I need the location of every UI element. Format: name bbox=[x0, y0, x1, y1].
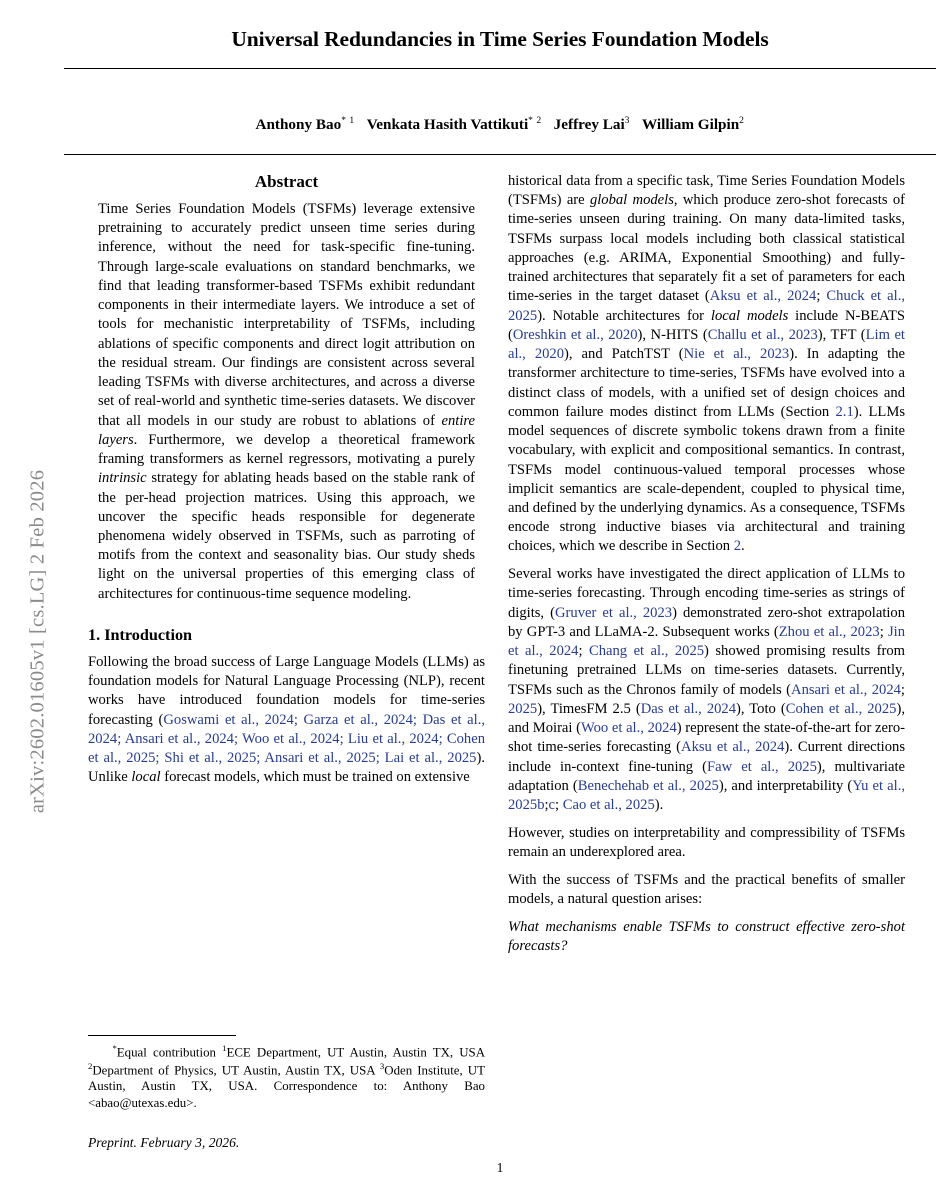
paper-page bbox=[58, 0, 942, 1200]
citation-woo-2024[interactable]: Woo et al., 2024 bbox=[581, 720, 677, 737]
rp1-d: ). Notable architectures for bbox=[537, 307, 711, 324]
right-column bbox=[508, 172, 905, 965]
citation-benechehab-2025[interactable]: Benechehab et al., 2025 bbox=[577, 777, 719, 794]
author-name: Jeffrey Lai bbox=[553, 116, 625, 134]
footnote-text-b: ECE Department, UT Austin, Austin TX, USA bbox=[226, 1045, 486, 1060]
citation-chang-2025[interactable]: Chang et al., 2025 bbox=[589, 643, 705, 660]
title-block bbox=[58, 0, 942, 69]
footnote-block bbox=[88, 1035, 485, 1151]
rp2-f: ; bbox=[900, 681, 905, 698]
section-heading-introduction: 1. Introduction bbox=[88, 625, 193, 644]
author-entry bbox=[554, 116, 630, 133]
author-name: Venkata Hasith Vattikuti bbox=[366, 116, 529, 134]
citation-aksu-2024[interactable]: Aksu et al., 2024 bbox=[709, 288, 817, 305]
research-question: What mechanisms enable TSFMs to construct effective zero-shot forecasts? bbox=[508, 918, 905, 954]
abstract-text-a: Time Series Foundation Models (TSFMs) leverage extensive pretraining to accurately predict unseen time series during inference, without the need for task-specific fine-tuning. Through large-scale evaluations on standard benchmarks, we find that leading transformer-based TSFMs exhibit redundant components in their intermediate layers. We introduce a set of tools for mechanistic interpretability of TSFMs, including ablations of specific components and direct logit attribution on the residual stream. Our findings are consistent across several leading TSFMs with diverse architectures, and across a diverse set of real-world and synthetic time-series datasets. We discover that all models in our study are robust to ablations of bbox=[98, 201, 475, 429]
citation-gruver-2023[interactable]: Gruver et al., 2023 bbox=[555, 604, 673, 621]
rp2-h: ), Toto ( bbox=[736, 700, 786, 717]
citation-cohen-2025[interactable]: Cohen et al., 2025 bbox=[785, 700, 897, 717]
section-ref-2-1[interactable]: 2.1 bbox=[835, 403, 854, 420]
two-column-body bbox=[58, 172, 942, 1182]
citation-ansari-2024[interactable]: Ansari et al., 2024 bbox=[791, 681, 901, 698]
rp1-emphasis-local-models: local models bbox=[710, 307, 789, 324]
author-divider bbox=[64, 154, 936, 155]
author-entry bbox=[642, 116, 745, 133]
footnote-text-d: Oden Institute, UT Austin, Austin TX, USA. Correspondence to: Anthony Bao <abao@utexas.edu>. bbox=[88, 1062, 485, 1110]
citation-aksu-2024-b[interactable]: Aksu et al., 2024 bbox=[681, 739, 785, 756]
rp1-f: ), N-HITS ( bbox=[637, 326, 708, 343]
rp2-c: ; bbox=[879, 623, 888, 640]
right-paragraph-3: However, studies on interpretability and compressibility of TSFMs remain an underexplored area. bbox=[508, 824, 905, 860]
citation-zhou-2023[interactable]: Zhou et al., 2023 bbox=[778, 623, 880, 640]
left-column bbox=[88, 172, 485, 796]
right-paragraph-2 bbox=[508, 565, 905, 815]
citation-group[interactable]: Goswami et al., 2024; Garza et al., 2024; Das et al., 2024; Ansari et al., 2024; Woo et al., 2024; Liu et al., 2024; Cohen et al., 2025; Shi et al., 2025; Ansari et al., 2025; Lai et al., 2025 bbox=[88, 711, 485, 767]
rp2-p: ). bbox=[654, 797, 664, 813]
author-marks: 2 bbox=[739, 115, 745, 127]
intro-text-c: forecast models, which must be trained on extensive bbox=[160, 769, 470, 786]
right-paragraph-1 bbox=[508, 172, 905, 557]
citation-oreshkin-2020[interactable]: Oreshkin et al., 2020 bbox=[512, 326, 638, 343]
abstract-emphasis-intrinsic: intrinsic bbox=[98, 470, 147, 487]
footnote-mark-star: * bbox=[112, 1043, 117, 1053]
author-list bbox=[58, 115, 942, 155]
rp1-a: historical data from a specific task, Time Series Foundation Models (TSFMs) are bbox=[508, 173, 905, 209]
footnote-divider bbox=[88, 1035, 236, 1036]
rp2-b: ) demonstrated zero-shot extrapolation by GPT-3 and LLaMA-2. Subsequent works ( bbox=[508, 604, 906, 640]
citation-cao-2025[interactable]: Cao et al., 2025 bbox=[562, 797, 655, 813]
rp2-o: ; bbox=[555, 797, 563, 813]
intro-emphasis-local: local bbox=[131, 769, 161, 786]
abstract-emphasis-entire-layers: entire layers bbox=[98, 412, 475, 448]
preprint-line: Preprint. February 3, 2026. bbox=[88, 1134, 240, 1150]
author-entry bbox=[367, 116, 542, 133]
author-name: Anthony Bao bbox=[255, 116, 342, 134]
arxiv-stamp bbox=[0, 0, 58, 1200]
author-entry bbox=[256, 116, 355, 133]
arxiv-stamp-text: arXiv:2602.01605v1 [cs.LG] 2 Feb 2026 bbox=[26, 469, 49, 814]
citation-das-2024[interactable]: Das et al., 2024 bbox=[640, 700, 737, 717]
abstract-heading: Abstract bbox=[254, 172, 319, 191]
rp1-c: ; bbox=[816, 288, 827, 305]
rp1-b: , which produce zero-shot forecasts of time-series unseen during training. On many data-limited tasks, TSFMs surpass local models including both classical statistical approaches (e.g. ARIMA, Exponential Smoothing) and fully-trained architectures that separately fit a set of parameters for each time-series in the target dataset ( bbox=[508, 192, 905, 305]
footnote-text-a: Equal contribution bbox=[116, 1045, 223, 1060]
footnote-mark-1: 1 bbox=[222, 1043, 227, 1053]
citation-challu-2023[interactable]: Challu et al., 2023 bbox=[707, 326, 818, 343]
rp2-k: ). Current directions include in-context fine-tuning ( bbox=[508, 739, 905, 775]
rp1-emphasis-global-models: global models bbox=[589, 192, 674, 209]
rp1-h: ), and PatchTST ( bbox=[564, 346, 684, 363]
rp2-a: Several works have investigated the direct application of LLMs to time-series forecasting. Through encoding time-series as strings of digits, ( bbox=[508, 566, 905, 621]
footnote-mark-3: 3 bbox=[379, 1060, 385, 1071]
rp1-k: . bbox=[741, 538, 745, 555]
footnote-text-c: Department of Physics, UT Austin, Austin TX, USA bbox=[92, 1062, 380, 1077]
rp1-j: ). LLMs model sequences of discrete symbolic tokens drawn from a finite vocabulary, with explicit and compositional semantics. In contrast, TSFMs model continuous-valued temporal processes whose implicit semantics are scale-dependent, coupled to physical time, and defined by the underlying dynamics. As a consequence, TSFMs encode strong inductive biases via architectural and training choices, which we describe in Section bbox=[508, 403, 905, 555]
citation-ansari-2025[interactable]: 2025 bbox=[508, 700, 538, 717]
citation-faw-2025[interactable]: Faw et al., 2025 bbox=[707, 758, 817, 775]
citation-nie-2023[interactable]: Nie et al., 2023 bbox=[683, 346, 790, 363]
author-marks: * 1 bbox=[341, 115, 355, 127]
rp1-g: ), TFT ( bbox=[817, 326, 866, 343]
citation-yu-2025b[interactable]: Yu et al., 2025b bbox=[508, 777, 905, 813]
author-marks: 3 bbox=[624, 115, 630, 127]
intro-text-b: ). Unlike bbox=[88, 750, 485, 786]
rp2-j: ) represent the state-of-the-art for zero-shot time-series forecasting ( bbox=[508, 720, 905, 756]
intro-text-a: Following the broad success of Large Language Models (LLMs) as foundation models for Natural Language Processing (NLP), recent works have introduced foundation models for time-series forecasting ( bbox=[88, 653, 485, 728]
rp2-d: ; bbox=[578, 643, 589, 660]
author-name: William Gilpin bbox=[641, 116, 740, 134]
rp2-g: ), TimesFM 2.5 ( bbox=[537, 700, 641, 717]
rp2-e: ) showed promising results from finetuning pretrained LLMs on time-series datasets. Currently, TSFMs such as the Chronos family of models ( bbox=[508, 643, 905, 698]
footnote-text bbox=[88, 1043, 485, 1111]
abstract-text-c: strategy for ablating heads based on the stable rank of the per-head projection matrices. Using this approach, we uncover the specific heads responsible for degenerate phenomena widely observed in TSFMs, such as parroting of motifs from the context and seasonality bias. Our study sheds light on the universal properties of this emerging class of architectures for continuous-time sequence modeling. bbox=[98, 470, 475, 602]
rp1-i: ). In adapting the transformer architecture to time-series, TSFMs have evolved into a distinct class of models, with a unified set of design choices and common failure modes distinct from LLMs (Section bbox=[508, 346, 905, 420]
rp1-e: include N-BEATS ( bbox=[508, 307, 905, 343]
citation-lim-2020[interactable]: Lim et al., 2020 bbox=[508, 326, 905, 363]
rp2-n: ; bbox=[544, 797, 549, 813]
rp2-l: ), multivariate adaptation ( bbox=[508, 758, 905, 794]
abstract-text-b: . Furthermore, we develop a theoretical framework framing transformers as kernel regressors, motivating a purely bbox=[98, 431, 475, 468]
footnote-mark-2: 2 bbox=[88, 1060, 93, 1071]
author-marks: * 2 bbox=[528, 115, 542, 127]
citation-chuck-2025[interactable]: Chuck et al., 2025 bbox=[508, 288, 905, 324]
rp2-m: ), and interpretability ( bbox=[718, 777, 853, 794]
citation-jin-2024[interactable]: Jin et al., 2024 bbox=[508, 623, 905, 660]
title-divider bbox=[64, 68, 936, 69]
page-number: 1 bbox=[496, 1160, 504, 1175]
right-paragraph-4: With the success of TSFMs and the practical benefits of smaller models, a natural question arises: bbox=[508, 871, 905, 907]
citation-yu-2025c[interactable]: c bbox=[548, 797, 556, 813]
section-ref-2[interactable]: 2 bbox=[733, 538, 742, 555]
intro-paragraph-1 bbox=[88, 653, 485, 788]
page-title: Universal Redundancies in Time Series Foundation Models bbox=[231, 27, 769, 51]
abstract-body bbox=[98, 200, 475, 604]
rp2-i: ), and Moirai ( bbox=[508, 700, 905, 737]
